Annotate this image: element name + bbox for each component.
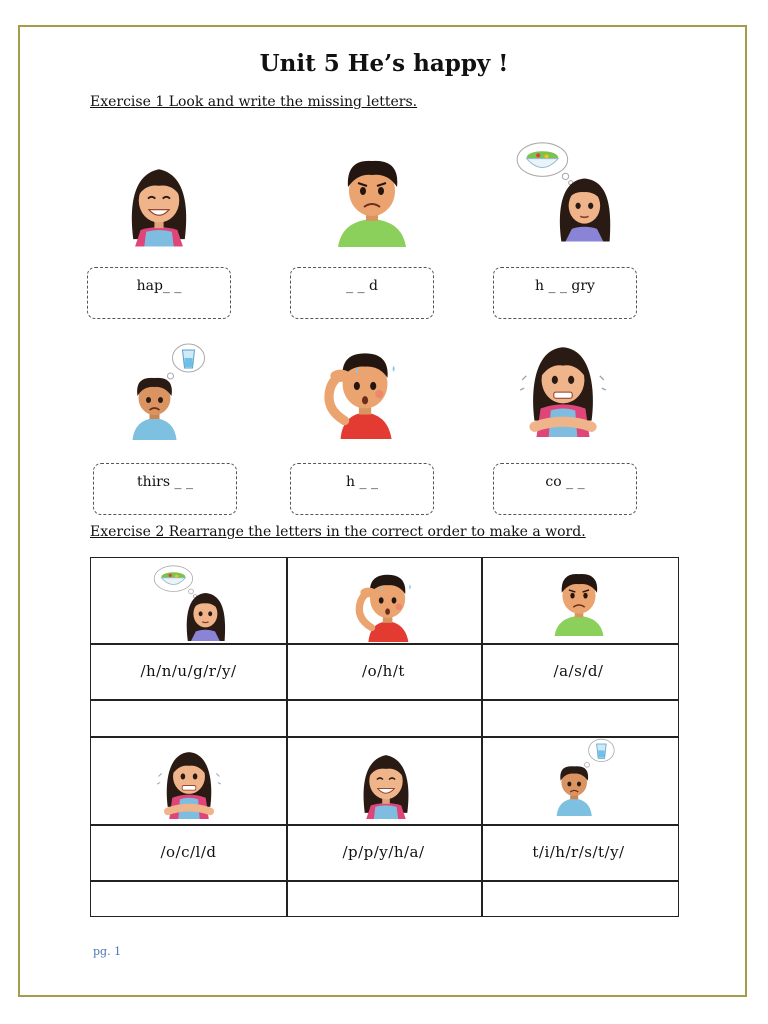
answer-cell[interactable] bbox=[483, 701, 678, 734]
thirsty-boy-picture bbox=[108, 340, 213, 440]
word-prompt: hap_ _ bbox=[136, 278, 182, 294]
word-prompt: co _ _ bbox=[545, 474, 585, 490]
answer-cell[interactable] bbox=[93, 701, 284, 734]
answer-box[interactable] bbox=[493, 463, 637, 515]
happy-girl-picture bbox=[348, 738, 424, 824]
sad-boy-picture bbox=[322, 142, 422, 252]
answer-cell[interactable] bbox=[93, 882, 284, 915]
word-prompt: _ _ d bbox=[346, 278, 378, 294]
exercise-1-instruction: Exercise 1 Look and write the missing letters. bbox=[90, 94, 418, 110]
word-prompt: thirs _ _ bbox=[137, 474, 193, 490]
answer-cell[interactable] bbox=[483, 882, 678, 915]
scrambled-letters: /o/c/l/d bbox=[160, 843, 217, 861]
answer-cell[interactable] bbox=[288, 701, 479, 734]
page-title: Unit 5 He’s happy ! bbox=[259, 50, 509, 77]
scrambled-letters: /p/p/y/h/a/ bbox=[342, 843, 425, 861]
word-prompt: h _ _ gry bbox=[535, 278, 595, 294]
exercise-2-instruction: Exercise 2 Rearrange the letters in the correct order to make a word. bbox=[90, 524, 586, 540]
row-divider bbox=[91, 824, 678, 826]
scrambled-letters: /a/s/d/ bbox=[553, 662, 604, 680]
answer-cell[interactable] bbox=[288, 882, 479, 915]
answer-box[interactable] bbox=[290, 267, 434, 319]
happy-girl-picture bbox=[113, 148, 205, 253]
answer-box[interactable] bbox=[290, 463, 434, 515]
hungry-girl-picture bbox=[513, 125, 618, 253]
hot-boy-picture bbox=[312, 335, 414, 441]
hot-boy-picture bbox=[346, 560, 426, 644]
hungry-girl-picture bbox=[151, 558, 231, 644]
exercise-2-table bbox=[90, 557, 679, 917]
word-prompt: h _ _ bbox=[346, 474, 378, 490]
cold-girl-picture bbox=[512, 332, 614, 440]
cold-girl-picture bbox=[151, 738, 227, 824]
scrambled-letters: t/i/h/r/s/t/y/ bbox=[532, 843, 625, 861]
answer-box[interactable] bbox=[93, 463, 237, 515]
scrambled-letters: /h/n/u/g/r/y/ bbox=[140, 662, 237, 680]
answer-box[interactable] bbox=[493, 267, 637, 319]
thirsty-boy-picture bbox=[539, 736, 619, 816]
scrambled-letters: /o/h/t bbox=[362, 662, 405, 680]
page-number: pg. 1 bbox=[93, 945, 122, 958]
sad-boy-picture bbox=[543, 560, 615, 640]
answer-box[interactable] bbox=[87, 267, 231, 319]
